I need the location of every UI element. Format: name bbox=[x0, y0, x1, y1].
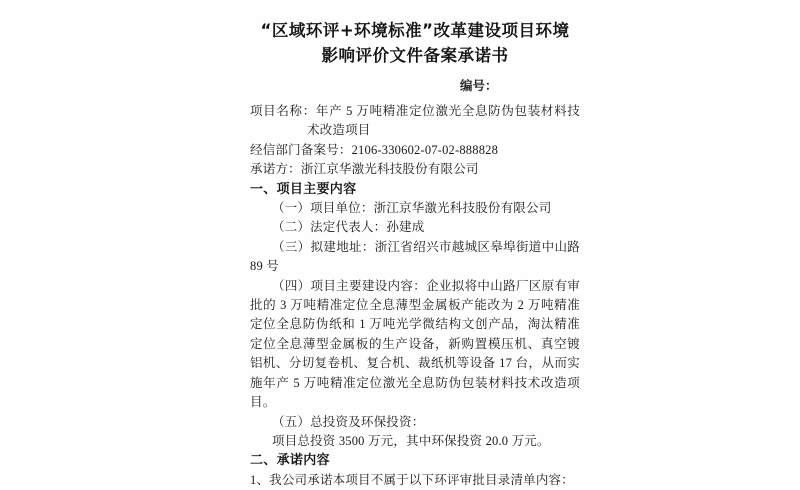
commitment-item-1: 1、我公司承诺本项目不属于以下环评审批目录清单内容： bbox=[250, 472, 574, 487]
item-proposed-address-value: 浙江省绍兴市越城区皋埠街道中山路 89 号 bbox=[250, 239, 580, 274]
item-project-unit-label: （一）项目单位： bbox=[272, 201, 374, 216]
item-construction-content bbox=[250, 277, 580, 413]
project-name-label: 项目名称： bbox=[250, 104, 316, 118]
filing-number-label: 经信部门备案号： bbox=[250, 142, 352, 157]
document-title-line-2: 影响评价文件备案承诺书 bbox=[321, 46, 509, 65]
item-construction-content-value: 企业拟将中山路厂区原有审批的 3 万吨精准定位全息薄型金属板产能改为 2 万吨精准定位全息防伪纸和 1 万吨光学微结构文创产品，淘汰精准定位全息薄型金属板的生产设备，新购置模压机、真空镀铝机、分切复卷机、复合机、裁纸机等设备 17 台，从而实施年产 5 万吨精准定位激光全息防伪包装材料技术改造项目。 bbox=[250, 278, 581, 410]
document-title bbox=[250, 18, 580, 68]
item-investment-heading bbox=[250, 413, 580, 432]
document-title-line-1: “区域环评+环境标准”改革建设项目环境 bbox=[260, 21, 570, 40]
project-name-value: 年产 5 万吨精准定位激光全息防伪包装材料技术改造项目 bbox=[307, 104, 580, 138]
investment-detail-line: 项目总投资 3500 万元，其中环保投资 20.0 万元。 bbox=[272, 433, 550, 448]
promisor-value: 浙江京华激光科技股份有限公司 bbox=[300, 162, 479, 177]
item-project-unit-value: 浙江京华激光科技股份有限公司 bbox=[373, 201, 552, 216]
filing-number-line bbox=[250, 141, 580, 160]
serial-number-label: 编号： bbox=[460, 78, 498, 93]
item-project-unit bbox=[250, 199, 580, 218]
item-construction-content-label: （四）项目主要建设内容： bbox=[272, 278, 427, 293]
item-proposed-address-label: （三）拟建地址： bbox=[272, 239, 375, 254]
promisor-label: 承诺方： bbox=[250, 162, 301, 177]
section2-heading: 二、承诺内容 bbox=[250, 453, 330, 469]
item-legal-representative-label: （二）法定代表人： bbox=[272, 220, 387, 235]
promisor-line bbox=[250, 160, 580, 179]
project-name-line bbox=[250, 102, 580, 141]
item-investment-heading-label: （五）总投资及环保投资： bbox=[272, 414, 425, 429]
item-legal-representative-value: 孙建成 bbox=[386, 220, 425, 235]
item-proposed-address bbox=[250, 238, 580, 277]
filing-number-value: 2106-330602-07-02-888828 bbox=[351, 142, 499, 157]
document-body bbox=[250, 18, 580, 490]
section1-heading: 一、项目主要内容 bbox=[250, 181, 357, 197]
item-legal-representative bbox=[250, 218, 580, 237]
